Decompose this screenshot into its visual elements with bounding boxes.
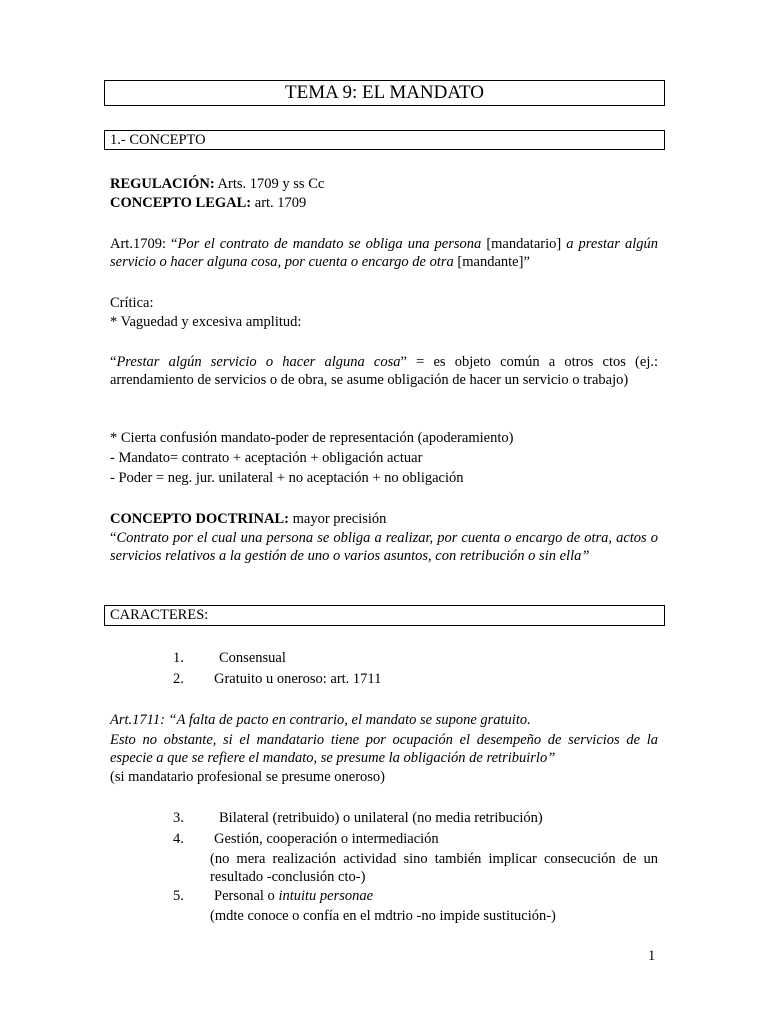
concepto-legal-line	[110, 194, 658, 212]
page-number: 1	[648, 948, 656, 964]
doctrinal-quote-text: Contrato por el cual una persona se obliga a realizar, por cuenta o encargo de otra, actos o servicios relativos a la gestión de uno o varios asuntos, con retribución o sin ella”	[110, 530, 658, 564]
vaguedad-line: * Vaguedad y excesiva amplitud:	[110, 314, 302, 330]
list-item-text: Consensual	[219, 650, 286, 666]
art1709-bracket-1: [mandatario]	[481, 236, 567, 252]
list-item-number: 3.	[173, 810, 184, 826]
art1711-quote-2: Esto no obstante, si el mandatario tiene por ocupación el desempeño de servicios de la especie a que se refiere el mandato, se presume la obligación de retribuirlo”	[110, 732, 658, 766]
section-heading-caracteres	[104, 605, 665, 626]
section-heading-text: CARACTERES:	[110, 607, 209, 623]
doctrinal-open-quote: “	[110, 530, 117, 546]
title-box	[104, 80, 665, 106]
section-heading-text: 1.- CONCEPTO	[110, 132, 206, 148]
art1709-paragraph	[110, 235, 658, 271]
list-item-text: Gratuito u oneroso: art. 1711	[214, 671, 382, 687]
list-item-number: 5.	[173, 888, 184, 904]
list-item-subtext: (no mera realización actividad sino también implicar consecución de un resultado -conclusión cto-)	[210, 851, 658, 885]
doctrinal-quote	[110, 529, 658, 565]
list-item-text-italic: intuitu personae	[278, 888, 374, 904]
list-item-text: Gestión, cooperación o intermediación	[214, 831, 439, 847]
art1711-line-2	[110, 731, 658, 767]
prestar-open-quote: “	[110, 354, 117, 370]
art1709-italic-1: Por el contrato de mandato se obliga una persona	[177, 236, 482, 252]
art1709-prefix: Art.1709: “	[110, 236, 178, 252]
regulacion-label: REGULACIÓN:	[110, 176, 215, 192]
art1711-line-1	[110, 711, 658, 729]
list-item-number: 2.	[173, 671, 184, 687]
art1711-note: (si mandatario profesional se presume oneroso)	[110, 769, 386, 785]
regulacion-line	[110, 175, 658, 193]
prestar-paragraph	[110, 353, 658, 389]
critica-label: Crítica:	[110, 295, 154, 311]
prestar-rest: ” = es objeto común a otros ctos (ej.: arrendamiento de servicios o de obra, se asume obligación de hacer un servicio o trabajo)	[110, 354, 658, 388]
art1709-italic-2: a prestar algún servicio o hacer alguna cosa, por cuenta o encargo de otra	[110, 236, 658, 270]
concepto-legal-text: art. 1709	[251, 195, 307, 211]
art1711-quote-1: Art.1711: “A falta de pacto en contrario, el mandato se supone gratuito.	[110, 712, 531, 728]
art1709-bracket-2: [mandante]	[453, 254, 524, 270]
concepto-doctrinal-label: CONCEPTO DOCTRINAL:	[110, 511, 289, 527]
concepto-legal-label: CONCEPTO LEGAL:	[110, 195, 252, 211]
list-item-text-plain: Personal o	[214, 888, 279, 904]
list-item-number: 1.	[173, 650, 184, 666]
list-item-number: 4.	[173, 831, 184, 847]
confusion-line: * Cierta confusión mandato-poder de representación (apoderamiento)	[110, 430, 514, 446]
section-heading-concepto	[104, 130, 665, 150]
prestar-italic: Prestar algún servicio o hacer alguna cosa	[116, 354, 401, 370]
list-item-text	[214, 887, 373, 905]
poder-equation: - Poder = neg. jur. unilateral + no aceptación + no obligación	[110, 470, 464, 486]
regulacion-text: Arts. 1709 y ss Cc	[214, 176, 325, 192]
list-item-text: Bilateral (retribuido) o unilateral (no media retribución)	[219, 810, 543, 826]
concepto-doctrinal-line	[110, 510, 658, 528]
art1709-suffix: ”	[523, 254, 530, 270]
concepto-doctrinal-text: mayor precisión	[288, 511, 387, 527]
list-item-subtext: (mdte conoce o confía en el mdtrio -no impide sustitución-)	[210, 908, 556, 924]
mandato-equation: - Mandato= contrato + aceptación + obligación actuar	[110, 450, 423, 466]
document-title: TEMA 9: EL MANDATO	[285, 82, 484, 103]
